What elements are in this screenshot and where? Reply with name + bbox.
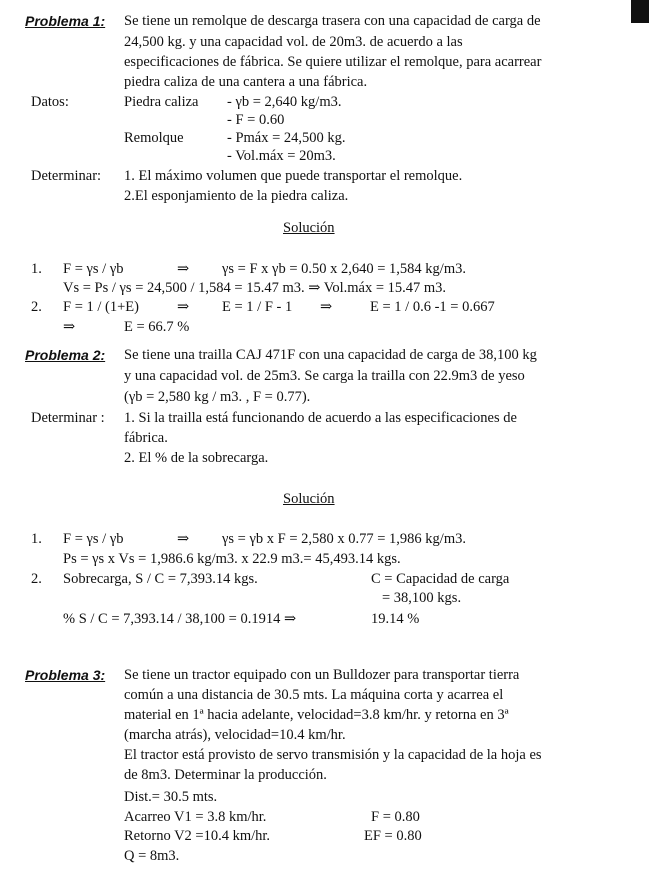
sol-number: 2. xyxy=(31,299,42,315)
arrow-icon: ⇒ xyxy=(177,299,190,315)
arrow-icon: ⇒ xyxy=(63,319,76,335)
p3-data-item: Acarreo V1 = 3.8 km/hr. xyxy=(124,809,267,825)
problem-3-intro-line: material en 1ª hacia adelante, velocidad=3.8 km/hr. y retorna en 3ª xyxy=(124,707,509,723)
sol-result: 19.14 % xyxy=(371,611,420,627)
solucion-heading: Solución xyxy=(283,491,335,507)
arrow-icon: ⇒ xyxy=(320,299,333,315)
sol-formula: F = γs / γb xyxy=(63,531,124,547)
arrow-icon: ⇒ xyxy=(177,261,190,277)
sol-number: 1. xyxy=(31,531,42,547)
determinar-item: fábrica. xyxy=(124,430,168,446)
problem-1-intro-line: 24,500 kg. y una capacidad vol. de 20m3. de acuerdo a las xyxy=(124,34,463,50)
problem-2-intro-line: Se tiene una trailla CAJ 471F con una capacidad de carga de 38,100 kg xyxy=(124,347,537,363)
determinar-label: Determinar : xyxy=(31,410,105,426)
problem-1-label: Problema 1: xyxy=(25,13,106,29)
determinar-item: 2. El % de la sobrecarga. xyxy=(124,450,269,466)
sol-formula: F = γs / γb xyxy=(63,261,124,277)
sol-formula: F = 1 / (1+E) xyxy=(63,299,139,315)
determinar-label: Determinar: xyxy=(31,168,102,184)
p3-data-item: Dist.= 30.5 mts. xyxy=(124,789,218,805)
remolque-label: Remolque xyxy=(124,130,184,146)
black-corner-mark xyxy=(631,0,649,23)
problem-3-intro-line: (marcha atrás), velocidad=10.4 km/hr. xyxy=(124,727,346,743)
sol-formula: γs = F x γb = 0.50 x 2,640 = 1,584 kg/m3. xyxy=(222,261,466,277)
problem-1-intro-line: especificaciones de fábrica. Se quiere utilizar el remolque, para acarrear xyxy=(124,54,542,70)
problem-3-intro-line: Se tiene un tractor equipado con un Bulldozer para transportar tierra xyxy=(124,667,520,683)
sol-formula: C = Capacidad de carga xyxy=(371,571,510,587)
p3-data-item: Retorno V2 =10.4 km/hr. xyxy=(124,828,271,844)
sol-formula: Vs = Ps / γs = 24,500 / 1,584 = 15.47 m3. ⇒ Vol.máx = 15.47 m3. xyxy=(63,280,447,296)
remolque-value: - Vol.máx = 20m3. xyxy=(227,148,336,164)
problem-2-intro-line: (γb = 2,580 kg / m3. , F = 0.77). xyxy=(124,389,311,405)
p3-data-item: EF = 0.80 xyxy=(364,828,422,844)
piedra-label: Piedra caliza xyxy=(124,94,199,110)
problem-3-intro-line: común a una distancia de 30.5 mts. La máquina corta y acarrea el xyxy=(124,687,504,703)
sol-formula: γs = γb x F = 2,580 x 0.77 = 1,986 kg/m3. xyxy=(222,531,466,547)
problem-3-label: Problema 3: xyxy=(25,667,106,683)
arrow-icon: ⇒ xyxy=(177,531,190,547)
p3-data-item: Q = 8m3. xyxy=(124,848,180,864)
problem-2-intro-line: y una capacidad vol. de 25m3. Se carga la trailla con 22.9m3 de yeso xyxy=(124,368,525,384)
problem-3-intro-line: de 8m3. Determinar la producción. xyxy=(124,767,327,783)
problem-2-label: Problema 2: xyxy=(25,347,106,363)
p3-data-item: F = 0.80 xyxy=(371,809,420,825)
sol-formula: = 38,100 kgs. xyxy=(382,590,462,606)
sol-number: 2. xyxy=(31,571,42,587)
remolque-value: - Pmáx = 24,500 kg. xyxy=(227,130,346,146)
sol-result: E = 66.7 % xyxy=(124,319,190,335)
determinar-item: 1. Si la trailla está funcionando de acuerdo a las especificaciones de xyxy=(124,410,517,426)
piedra-value: - F = 0.60 xyxy=(227,112,285,128)
problem-3-intro-line: El tractor está provisto de servo transmisión y la capacidad de la hoja es xyxy=(124,747,542,763)
sol-formula: Ps = γs x Vs = 1,986.6 kg/m3. x 22.9 m3.= 45,493.14 kgs. xyxy=(63,551,401,567)
sol-formula: E = 1 / 0.6 -1 = 0.667 xyxy=(370,299,495,315)
determinar-item: 2.El esponjamiento de la piedra caliza. xyxy=(124,188,349,204)
sol-number: 1. xyxy=(31,261,42,277)
sol-formula: Sobrecarga, S / C = 7,393.14 kgs. xyxy=(63,571,258,587)
solucion-heading: Solución xyxy=(283,220,335,236)
problem-1-intro-line: piedra caliza de una cantera a una fábrica. xyxy=(124,74,368,90)
sol-formula: E = 1 / F - 1 xyxy=(222,299,293,315)
datos-label: Datos: xyxy=(31,94,69,110)
problem-1-intro-line: Se tiene un remolque de descarga trasera con una capacidad de carga de xyxy=(124,13,541,29)
sol-formula: % S / C = 7,393.14 / 38,100 = 0.1914 ⇒ xyxy=(63,611,297,627)
determinar-item: 1. El máximo volumen que puede transportar el remolque. xyxy=(124,168,463,184)
piedra-value: - γb = 2,640 kg/m3. xyxy=(227,94,342,110)
